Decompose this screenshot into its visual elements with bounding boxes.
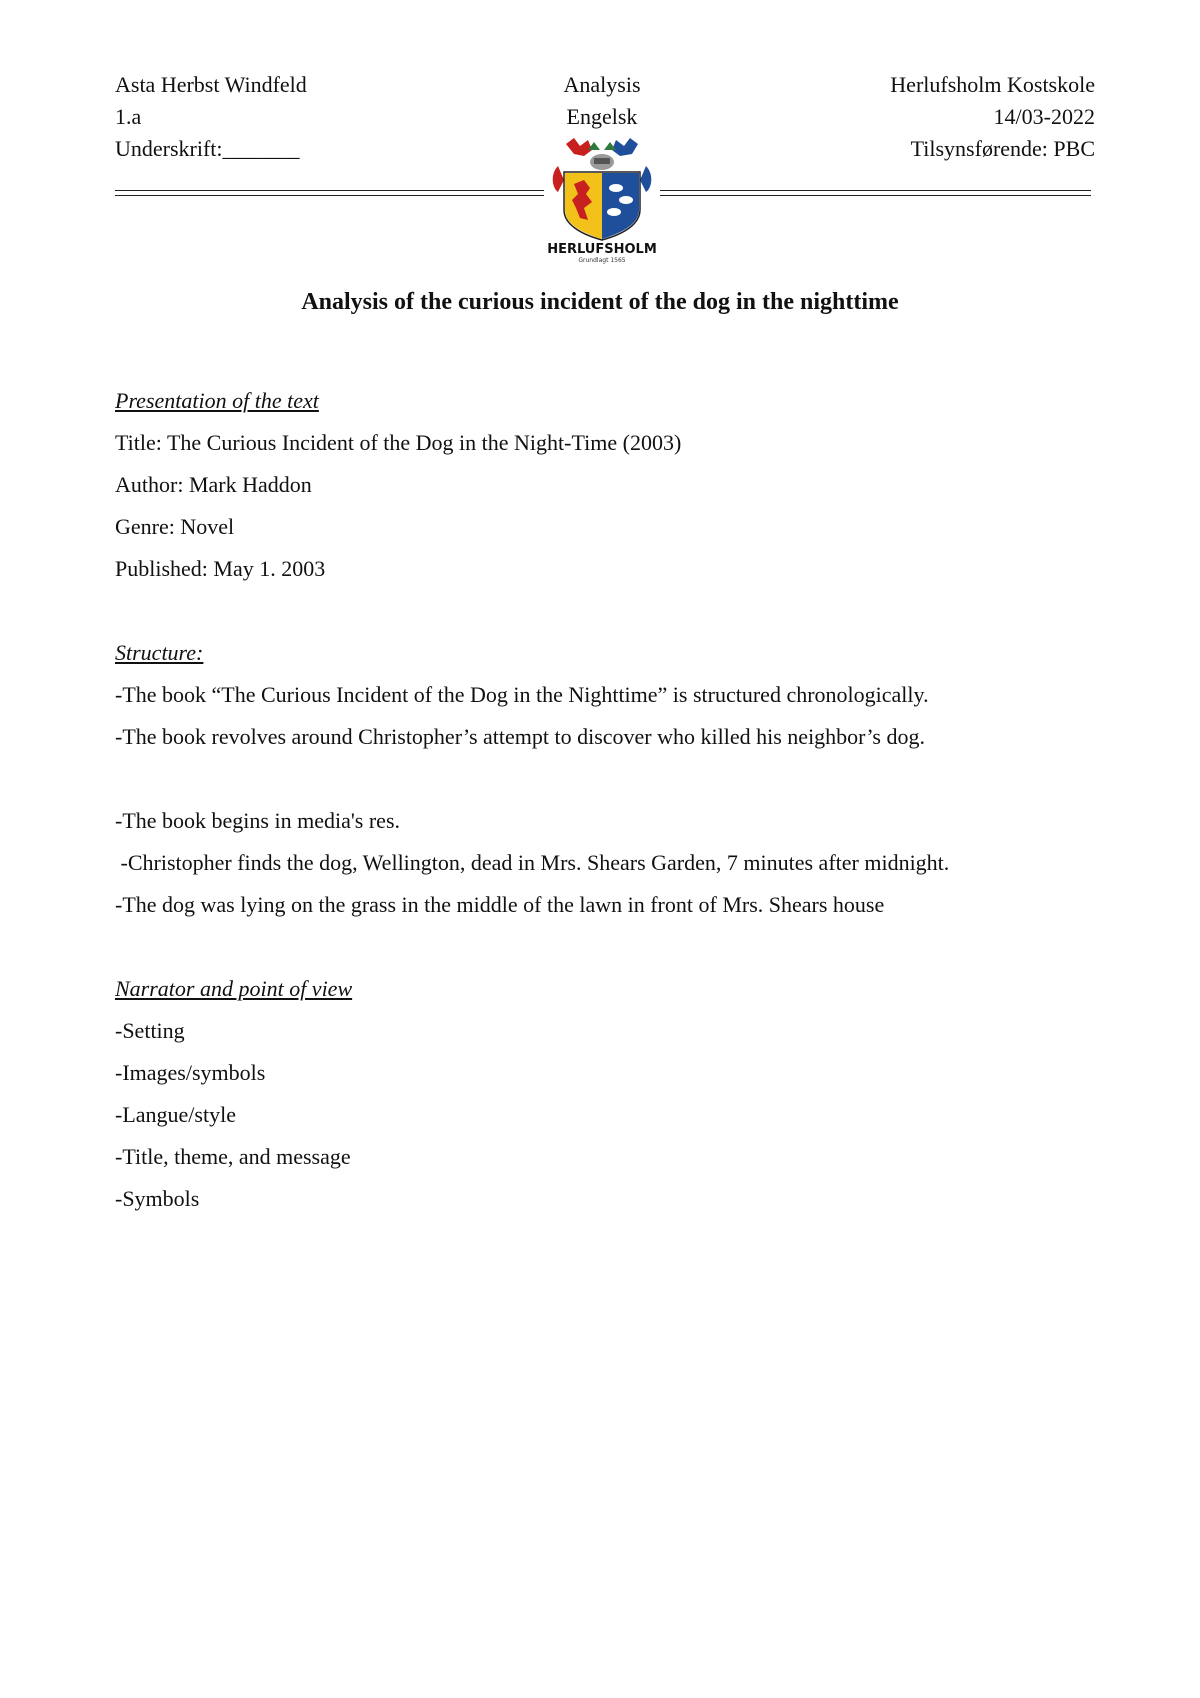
header-right (890, 69, 1095, 165)
section-heading-presentation: Presentation of the text (115, 388, 319, 413)
presentation-title-line: Title: The Curious Incident of the Dog in the Night-Time (2003) (115, 430, 682, 455)
school-crest-logo (544, 136, 660, 264)
structure-line: -The dog was lying on the grass in the middle of the lawn in front of Mrs. Shears house (115, 892, 885, 917)
structure-line: -The book begins in media's res. (115, 808, 401, 833)
crest-name-text: HERLUFSHOLM (547, 242, 657, 257)
subject-label: Engelsk (566, 104, 638, 129)
presentation-author-line: Author: Mark Haddon (115, 472, 312, 497)
school-name: Herlufsholm Kostskole (890, 72, 1095, 97)
narrator-list-item: -Symbols (115, 1186, 200, 1211)
presentation-published-line: Published: May 1. 2003 (115, 556, 326, 581)
crest-caption-text: Grundlagt 1565 (578, 257, 626, 264)
class-label: 1.a (115, 104, 142, 129)
structure-line: -The book revolves around Christopher’s attempt to discover who killed his neighbor’s dog. (115, 724, 925, 749)
spacer (115, 590, 1105, 632)
narrator-list-item: -Setting (115, 1018, 185, 1043)
author-name: Asta Herbst Windfeld (115, 72, 307, 97)
section-heading-structure: Structure: (115, 640, 204, 665)
header-left (115, 69, 307, 165)
supervisor-label: Tilsynsførende: PBC (910, 136, 1095, 161)
document-body (115, 380, 1105, 1220)
spacer (115, 758, 1105, 800)
header-center (502, 69, 702, 133)
narrator-list-item: -Images/symbols (115, 1060, 266, 1085)
structure-line: -Christopher finds the dog, Wellington, dead in Mrs. Shears Garden, 7 minutes after midnight. (115, 850, 950, 875)
presentation-genre-line: Genre: Novel (115, 514, 235, 539)
section-heading-narrator: Narrator and point of view (115, 976, 353, 1001)
narrator-list-item: -Title, theme, and message (115, 1144, 351, 1169)
narrator-list-item: -Langue/style (115, 1102, 236, 1127)
date-label: 14/03-2022 (993, 104, 1095, 129)
structure-line: -The book “The Curious Incident of the Dog in the Nighttime” is structured chronologically. (115, 682, 929, 707)
assignment-type: Analysis (563, 72, 641, 97)
signature-line: Underskrift:_______ (115, 136, 300, 161)
document-title: Analysis of the curious incident of the dog in the nighttime (301, 289, 899, 315)
spacer (115, 926, 1105, 968)
